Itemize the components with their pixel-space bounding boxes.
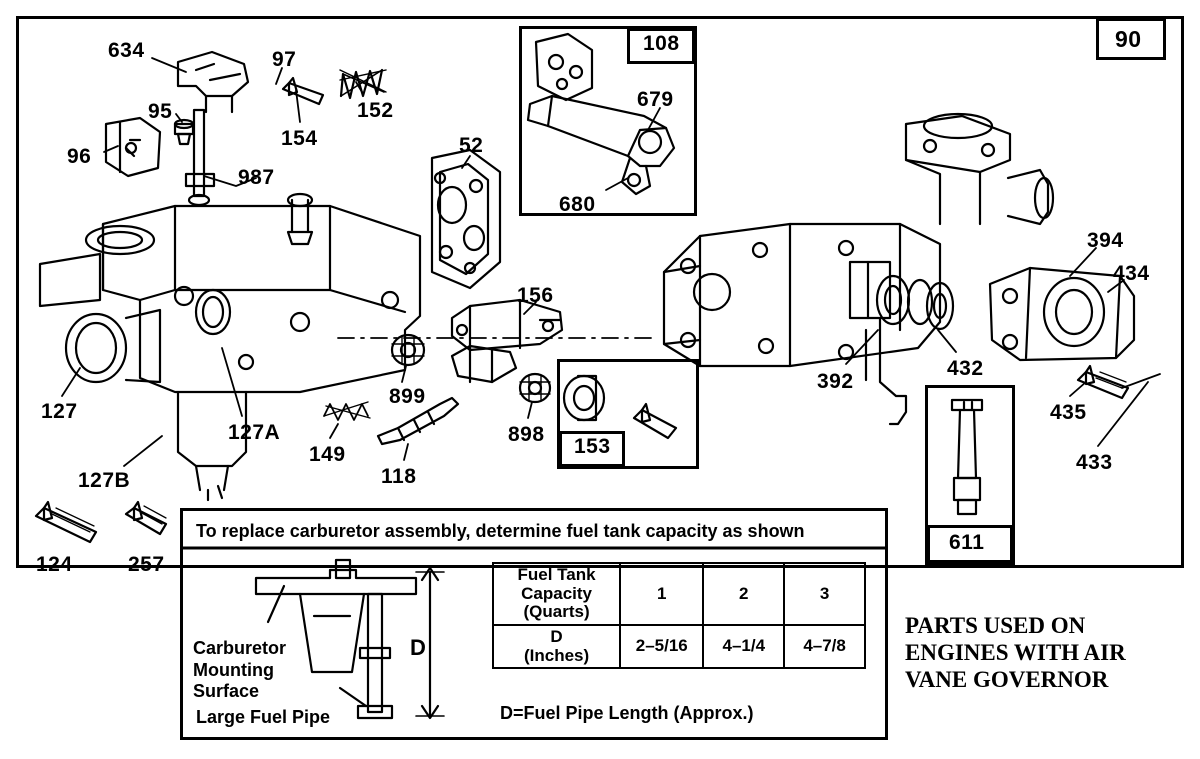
callout-mounting-line-2: Mounting — [193, 659, 274, 680]
d-value-3: 4–7/8 — [784, 625, 865, 668]
dimension-d-label: D — [410, 635, 426, 660]
inset-153-label: 153 — [574, 435, 611, 458]
table-header-capacity — [493, 563, 620, 625]
capacity-line-1: Fuel Tank — [517, 565, 596, 584]
d-value-1: 2–5/16 — [620, 625, 703, 668]
fuel-capacity-table — [492, 562, 866, 669]
plate-number-label: 90 — [1115, 26, 1142, 52]
table-row-capacity — [493, 563, 865, 625]
d-line-2: (Inches) — [523, 645, 590, 665]
callout-mounting-line-1: Carburetor — [193, 638, 287, 658]
capacity-line-2: Capacity — [521, 583, 592, 603]
callout-mounting-line-3: Surface — [193, 681, 260, 702]
callout-52: 52 — [459, 134, 484, 157]
callout-149: 149 — [309, 443, 346, 466]
callout-96: 96 — [67, 145, 92, 168]
replacement-note-title: To replace carburetor assembly, determine fuel tank capacity as shown — [196, 521, 805, 541]
callout-433: 433 — [1076, 451, 1113, 474]
heading-line-1: PARTS USED ON — [905, 613, 1086, 638]
callout-435: 435 — [1050, 401, 1087, 424]
table-header-d — [493, 625, 620, 668]
callout-898: 898 — [508, 423, 545, 446]
d-value-2: 4–1/4 — [703, 625, 784, 668]
callout-156: 156 — [517, 284, 554, 307]
callout-118: 118 — [381, 465, 417, 488]
callout-127B: 127B — [78, 469, 131, 492]
callout-434: 434 — [1113, 262, 1150, 285]
inset-611-label: 611 — [949, 531, 985, 554]
callout-394: 394 — [1087, 229, 1124, 252]
d-line-1: D — [550, 627, 563, 647]
parts-usage-heading — [905, 612, 1126, 693]
callout-154: 154 — [281, 127, 318, 150]
callout-432: 432 — [947, 357, 984, 380]
callout-152: 152 — [357, 99, 394, 122]
callout-257: 257 — [128, 553, 165, 576]
heading-line-3: VANE GOVERNOR — [905, 667, 1109, 693]
inset-108-label: 108 — [643, 32, 680, 55]
capacity-value-2: 2 — [703, 563, 784, 625]
callout-987: 987 — [238, 166, 275, 189]
callout-392: 392 — [817, 370, 854, 393]
callout-124: 124 — [36, 553, 73, 576]
capacity-line-3: (Quarts) — [523, 602, 590, 622]
callout-680: 680 — [559, 193, 596, 216]
callout-899: 899 — [389, 385, 426, 408]
callout-95: 95 — [148, 100, 173, 123]
callout-127A: 127A — [228, 421, 281, 444]
capacity-value-1: 1 — [620, 563, 703, 625]
callout-679: 679 — [637, 88, 674, 111]
callout-mounting-surface — [193, 638, 286, 703]
table-row-d — [493, 625, 865, 668]
callout-127: 127 — [41, 400, 78, 423]
callout-97: 97 — [272, 48, 297, 71]
capacity-value-3: 3 — [784, 563, 865, 625]
callout-large-fuel-pipe: Large Fuel Pipe — [196, 707, 331, 727]
callout-634: 634 — [108, 39, 145, 62]
heading-line-2: ENGINES WITH AIR — [905, 640, 1126, 666]
fuel-pipe-length-legend: D=Fuel Pipe Length (Approx.) — [500, 703, 754, 723]
